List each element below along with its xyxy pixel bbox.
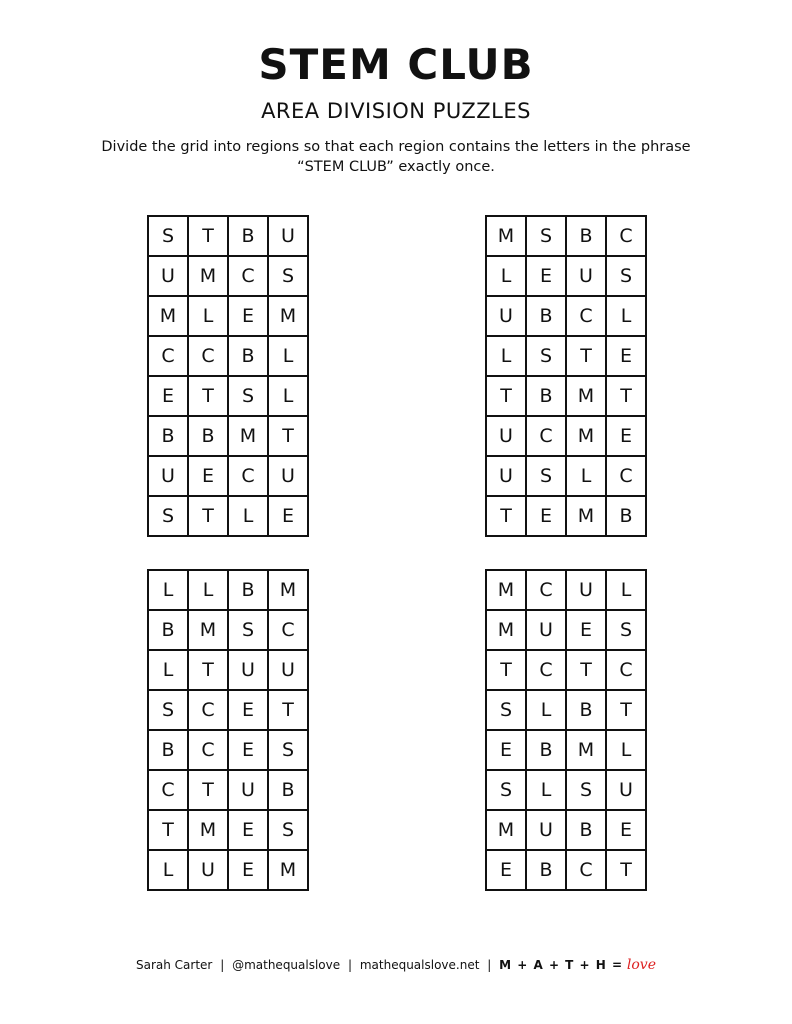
grid-cell: E [228, 850, 268, 890]
grid-cell: C [188, 690, 228, 730]
grid-cell: U [486, 296, 526, 336]
grid-cell: T [486, 650, 526, 690]
grid-cell: E [526, 496, 566, 536]
grid-cell: E [148, 376, 188, 416]
grid-cell: C [148, 336, 188, 376]
grid-cell: M [268, 850, 308, 890]
grid-cell: U [148, 256, 188, 296]
grid-cell: E [188, 456, 228, 496]
grid-cell: E [486, 850, 526, 890]
grid-row [486, 216, 646, 256]
footer-handle: @mathequalslove [232, 958, 341, 972]
footer-author: Sarah Carter [136, 958, 213, 972]
instructions: Divide the grid into regions so that each region contains the letters in the phrase “STEM CLUB” exactly once. [101, 139, 691, 175]
footer-separator: | [220, 958, 225, 972]
grid-cell: T [188, 770, 228, 810]
grid-cell: T [268, 690, 308, 730]
grid-cell: L [606, 296, 646, 336]
grid-cell: S [486, 690, 526, 730]
grid-row [486, 770, 646, 810]
grid-cell: U [486, 456, 526, 496]
grid-cell: B [228, 336, 268, 376]
grid-cell: M [486, 810, 526, 850]
grid-cell: L [486, 336, 526, 376]
grid-cell: T [486, 496, 526, 536]
grid-cell: L [526, 690, 566, 730]
grid-row [148, 810, 308, 850]
grid-cell: U [526, 610, 566, 650]
grid-cell: U [566, 570, 606, 610]
grid-cell: M [268, 570, 308, 610]
grid-cell: S [148, 690, 188, 730]
grid-cell: B [268, 770, 308, 810]
grid-row [148, 770, 308, 810]
grid-row [486, 456, 646, 496]
grid-cell: L [268, 376, 308, 416]
grid-cell: M [486, 216, 526, 256]
grid-row [148, 496, 308, 536]
grid-row [148, 256, 308, 296]
grid-cell: M [188, 810, 228, 850]
grid-cell: T [566, 650, 606, 690]
grid-cell: S [566, 770, 606, 810]
grid-cell: S [228, 610, 268, 650]
grid-cell: C [526, 570, 566, 610]
grid-row [486, 730, 646, 770]
grid-cell: E [486, 730, 526, 770]
grid-row [148, 336, 308, 376]
grid-cell: U [148, 456, 188, 496]
grid-cell: L [188, 570, 228, 610]
grid-cell: L [148, 570, 188, 610]
footer-site: mathequalslove.net [359, 958, 480, 972]
grid-cell: B [566, 216, 606, 256]
grid-row [486, 810, 646, 850]
grid-cell: S [526, 456, 566, 496]
grid-cell: C [148, 770, 188, 810]
grid-cell: T [188, 376, 228, 416]
grid-cell: C [188, 730, 228, 770]
grid-cell: S [148, 216, 188, 256]
grid-cell: C [526, 416, 566, 456]
grid-cell: E [228, 690, 268, 730]
grid-cell: U [268, 216, 308, 256]
footer-love-logo: love [626, 957, 656, 973]
grid-cell: L [606, 730, 646, 770]
grid-cell: C [566, 296, 606, 336]
footer-separator: | [487, 958, 492, 972]
grid-cell: L [486, 256, 526, 296]
grid-cell: L [526, 770, 566, 810]
grid-cell: T [606, 376, 646, 416]
grid-row [148, 416, 308, 456]
grid-cell: U [566, 256, 606, 296]
grid-cell: M [188, 610, 228, 650]
grid-cell: C [268, 610, 308, 650]
grid-cell: U [228, 770, 268, 810]
grid-cell: L [188, 296, 228, 336]
grid-cell: B [526, 296, 566, 336]
grid-cell: B [188, 416, 228, 456]
grid-cell: E [606, 336, 646, 376]
grid-cell: S [268, 730, 308, 770]
grid-cell: E [566, 610, 606, 650]
grid-cell: M [148, 296, 188, 336]
grid-cell: B [148, 610, 188, 650]
grid-cell: S [148, 496, 188, 536]
grid-cell: M [188, 256, 228, 296]
grid-cell: C [606, 216, 646, 256]
grid-cell: M [228, 416, 268, 456]
grid-cell: T [486, 376, 526, 416]
page-title: STEM CLUB [258, 40, 534, 89]
grid-cell: C [228, 456, 268, 496]
grid-cell: E [268, 496, 308, 536]
grid-cell: L [228, 496, 268, 536]
grid-cell: M [268, 296, 308, 336]
grid-cell: L [148, 850, 188, 890]
grid-cell: C [526, 650, 566, 690]
grid-cell: E [606, 416, 646, 456]
grid-row [486, 496, 646, 536]
grid-cell: U [606, 770, 646, 810]
grid-row [148, 730, 308, 770]
grid-row [148, 850, 308, 890]
footer [0, 957, 792, 973]
grid-cell: T [188, 496, 228, 536]
grid-cell: S [228, 376, 268, 416]
grid-row [148, 216, 308, 256]
grid-cell: S [526, 216, 566, 256]
grid-cell: M [566, 416, 606, 456]
grid-cell: L [566, 456, 606, 496]
grid-cell: E [228, 810, 268, 850]
footer-separator: | [347, 958, 353, 972]
grid-cell: T [188, 650, 228, 690]
grid-cell: B [526, 850, 566, 890]
grid-cell: B [228, 570, 268, 610]
grid-cell: U [268, 650, 308, 690]
puzzle-grid-3 [147, 569, 309, 891]
grid-row [148, 376, 308, 416]
grid-row [486, 336, 646, 376]
grid-cell: B [566, 690, 606, 730]
grid-cell: E [606, 810, 646, 850]
grid-cell: B [566, 810, 606, 850]
grid-cell: C [228, 256, 268, 296]
grid-cell: T [566, 336, 606, 376]
grid-cell: B [148, 730, 188, 770]
grid-cell: T [606, 690, 646, 730]
grid-cell: M [566, 376, 606, 416]
grid-row [148, 570, 308, 610]
grid-row [148, 650, 308, 690]
grid-cell: C [606, 650, 646, 690]
grid-row [486, 610, 646, 650]
grid-cell: L [148, 650, 188, 690]
grid-row [486, 256, 646, 296]
grid-cell: E [228, 730, 268, 770]
grid-cell: T [606, 850, 646, 890]
grid-cell: S [606, 610, 646, 650]
grid-cell: T [148, 810, 188, 850]
grid-cell: M [566, 496, 606, 536]
grid-cell: C [188, 336, 228, 376]
grid-cell: C [606, 456, 646, 496]
puzzle-grid-2 [485, 215, 647, 537]
puzzle-grid-4 [485, 569, 647, 891]
page-subtitle: AREA DIVISION PUZZLES [261, 99, 531, 123]
footer-brand: M + A + T + H = [499, 958, 624, 972]
grid-cell: T [268, 416, 308, 456]
grid-cell: C [566, 850, 606, 890]
grid-cell: B [526, 376, 566, 416]
grid-row [486, 850, 646, 890]
grid-cell: L [268, 336, 308, 376]
grid-cell: S [486, 770, 526, 810]
grid-row [148, 456, 308, 496]
grid-row [148, 610, 308, 650]
grid-row [148, 296, 308, 336]
grid-cell: B [526, 730, 566, 770]
grid-cell: S [268, 256, 308, 296]
grid-cell: S [268, 810, 308, 850]
grid-row [486, 296, 646, 336]
grid-cell: U [228, 650, 268, 690]
grid-cell: U [188, 850, 228, 890]
grid-cell: M [566, 730, 606, 770]
grid-cell: E [526, 256, 566, 296]
grid-cell: E [228, 296, 268, 336]
grid-cell: M [486, 570, 526, 610]
grid-cell: U [268, 456, 308, 496]
grid-cell: B [148, 416, 188, 456]
grid-cell: M [486, 610, 526, 650]
grid-cell: S [606, 256, 646, 296]
grid-row [486, 376, 646, 416]
grid-row [486, 416, 646, 456]
grid-row [486, 570, 646, 610]
grid-cell: B [606, 496, 646, 536]
grid-cell: U [486, 416, 526, 456]
grid-cell: B [228, 216, 268, 256]
grid-row [486, 650, 646, 690]
grid-cell: U [526, 810, 566, 850]
grid-row [486, 690, 646, 730]
grid-cell: L [606, 570, 646, 610]
puzzle-grid-1 [147, 215, 309, 537]
grid-row [148, 690, 308, 730]
grid-cell: T [188, 216, 228, 256]
grid-cell: S [526, 336, 566, 376]
